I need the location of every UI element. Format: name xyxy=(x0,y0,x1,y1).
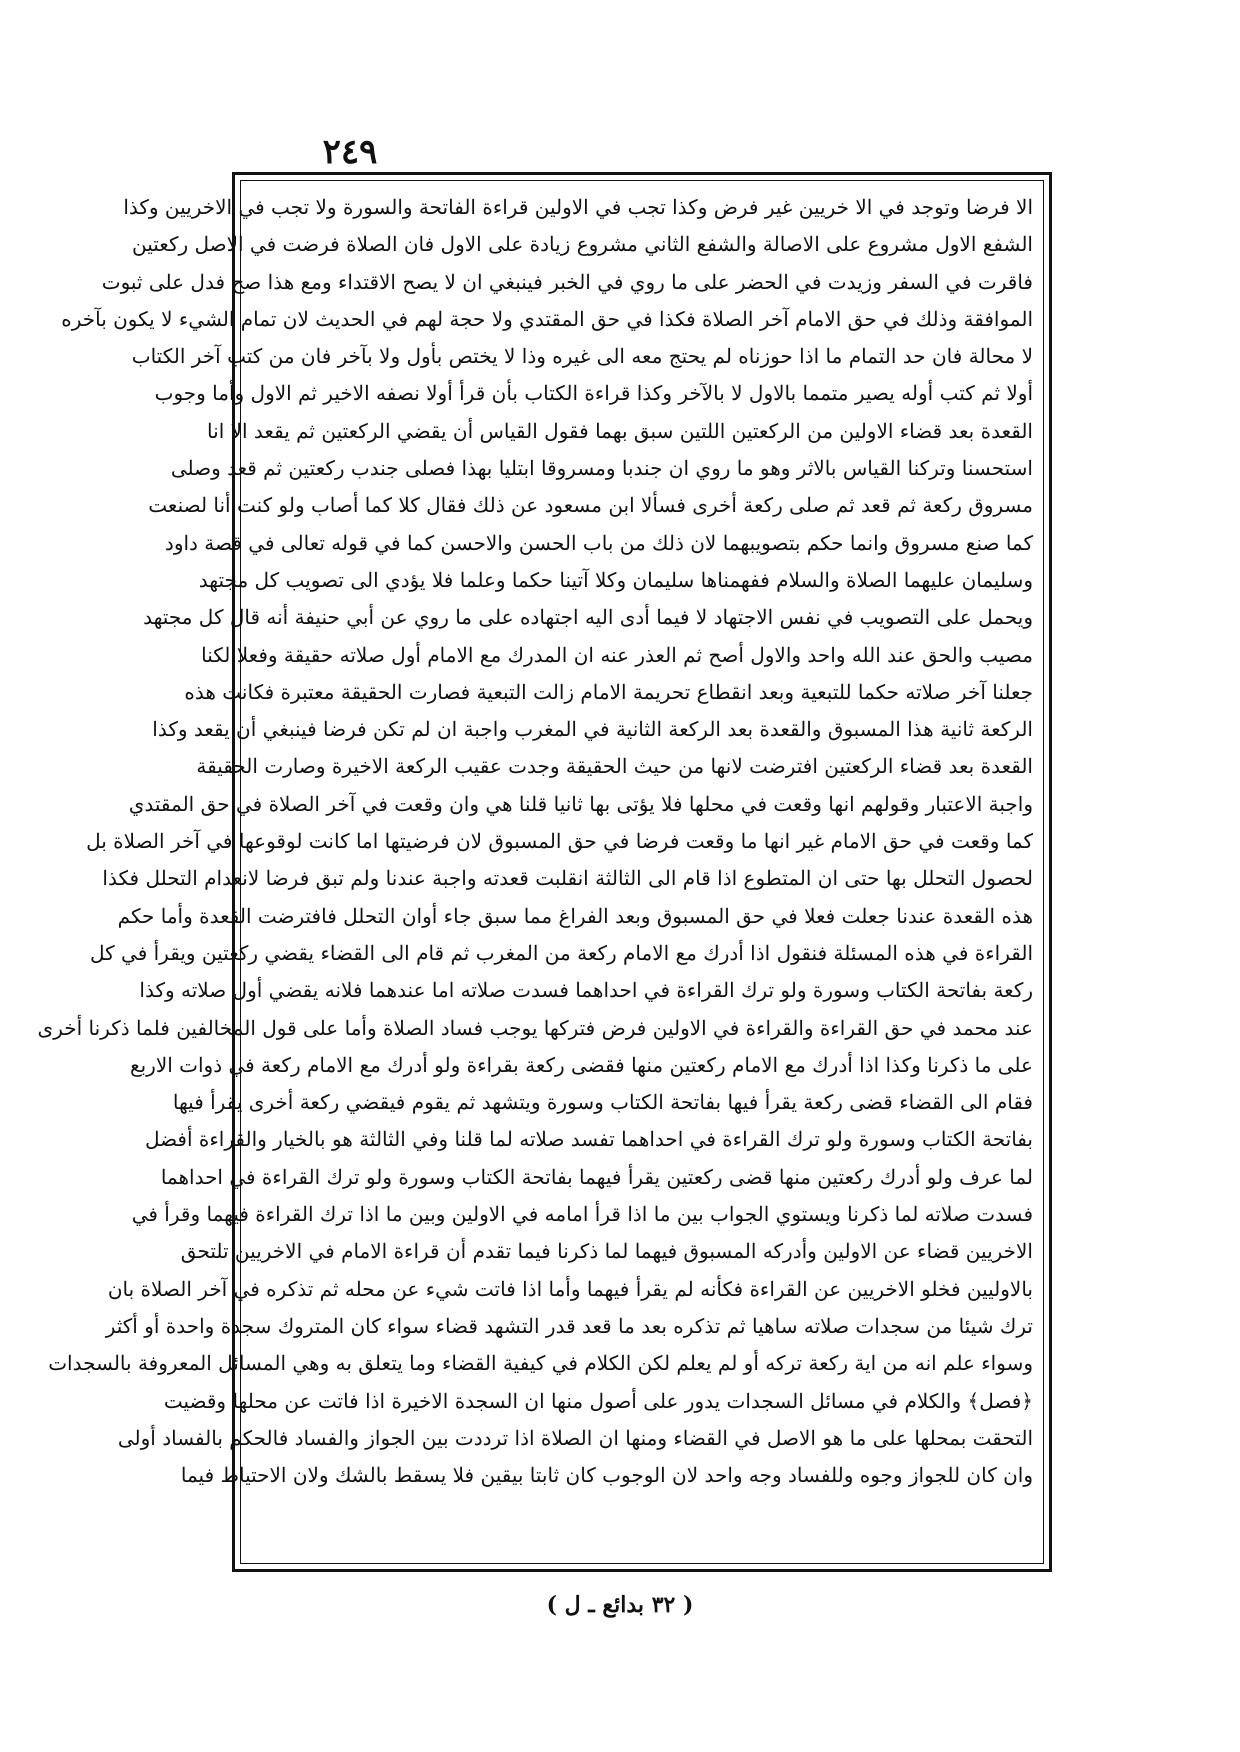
text-line: كما وقعت في حق الامام غير انها ما وقعت فرضا في حق المسبوق لان فرضيتها اما كانت لوقوعها في آخر الصلاة بل xyxy=(86,829,1033,854)
text-line: لما عرف ولو أدرك ركعتين منها قضى ركعتين يقرأ فيهما بفاتحة الكتاب وسورة ولو ترك القراءة في احداهما xyxy=(160,1164,1033,1189)
text-line: بالاوليين فخلو الاخريين عن القراءة فكأنه لم يقرأ فيهما وأما اذا فاتت شيء عن محله ثم تذكره في آخر الصلاة بان xyxy=(107,1276,1033,1301)
page-number: ٢٤٩ xyxy=(322,132,378,172)
text-line: جعلنا آخر صلاته حكما للتبعية وبعد انقطاع تحريمة الامام زالت التبعية فصارت الحقيقة معتبرة فكانت هذه xyxy=(184,679,1033,704)
text-line: القعدة بعد قضاء الركعتين افترضت لانها من حيث الحقيقة وجدت عقيب الركعة الاخيرة وصارت الحقيقة xyxy=(196,754,1033,779)
text-line: وسليمان عليهما الصلاة والسلام ففهمناها سليمان وكلا آتينا حكما وعلما فلا يؤدي الى تصويب كل مجتهد xyxy=(198,567,1033,592)
text-line: بفاتحة الكتاب وسورة ولو ترك القراءة في احداهما تفسد صلاته لما قلنا وفي الثالثة هو بالخيار والقراءة أفضل xyxy=(144,1127,1033,1152)
text-line: ركعة بفاتحة الكتاب وسورة ولو ترك القراءة في احداهما فسدت صلاته اما عندهما فلانه يقضي أول صلاته وكذا xyxy=(139,978,1033,1003)
text-line: ترك شيئا من سجدات صلاته ساهيا ثم تذكره بعد ما قعد قدر التشهد قضاء سواء كان المتروك سجدة واحدة أو أكثر xyxy=(105,1313,1033,1338)
text-line: مصيب والحق عند الله واحد والاول أصح ثم العذر عنه ان المدرك مع الامام أول صلاته حقيقة وفعلا لكنا xyxy=(201,642,1033,667)
text-line: على ما ذكرنا وكذا اذا أدرك مع الامام ركعتين منها فقضى ركعة بقراءة ولو أدرك مع الامام ركعة في ذوات الاربع xyxy=(129,1052,1033,1077)
text-line: لحصول التحلل بها حتى ان المتطوع اذا قام الى الثالثة انقلبت قعدته واجبة عندنا ولم تبق فرضا لانعدام التحلل فكذا xyxy=(102,866,1033,891)
text-line: ﴿فصل﴾ والكلام في مسائل السجدات يدور على أصول منها ان السجدة الاخيرة اذا فاتت عن محلها وقضيت xyxy=(163,1388,1033,1413)
text-line: الا فرضا وتوجد في الا خريين غير فرض وكذا تجب في الاولين قراءة الفاتحة والسورة ولا تجب في الاخريين وكذا xyxy=(123,195,1033,219)
text-line: مسروق ركعة ثم قعد ثم صلى ركعة أخرى فسألا ابن مسعود عن ذلك فقال كلا كما أصاب ولو كنت أنا لصنعت xyxy=(148,493,1033,518)
text-line: وان كان للجواز وجوه وللفساد وجه واحد لان الوجوب كان ثابتا بيقين فلا يسقط بالشك ولان الاحتياط فيما xyxy=(180,1463,1033,1488)
text-line: ويحمل على التصويب في نفس الاجتهاد لا فيما أدى اليه اجتهاده على ما روي عن أبي حنيفة أنه قال كل مجتهد xyxy=(143,605,1033,630)
text-line: التحقت بمحلها على ما هو الاصل في القضاء ومنها ان الصلاة اذا ترددت بين الجواز والفساد فالحكم بالفساد أولى xyxy=(117,1425,1033,1450)
text-line: واجبة الاعتبار وقولهم انها وقعت في محلها فلا يؤتى بها ثانيا قلنا هي وان وقعت في آخر الصلاة في حق المقتدي xyxy=(128,791,1033,816)
text-line: هذه القعدة عندنا جعلت فعلا في حق المسبوق وبعد الفراغ مما سبق جاء أوان التحلل فافترضت القعدة وأما حكم xyxy=(117,903,1033,928)
text-line: أولا ثم كتب أوله يصير متمما بالاول لا بالآخر وكذا قراءة الكتاب بأن قرأ أولا نصفه الاخير ثم الاول وأما وجوب xyxy=(154,381,1033,406)
text-line: الركعة ثانية هذا المسبوق والقعدة بعد الركعة الثانية في المغرب واجبة ان لم تكن فرضا فينبغي أن يقعد وكذا xyxy=(152,717,1033,742)
text-body xyxy=(37,180,1044,1564)
text-line: كما صنع مسروق وانما حكم بتصويبهما لان ذلك من باب الحسن والاحسن كما في قوله تعالى في قصة داود xyxy=(164,530,1033,555)
text-line: عند محمد في حق القراءة والقراءة في الاولين فرض فتركها يوجب فساد الصلاة وأما على قول المخالفين فلما ذكرنا أخرى xyxy=(37,1015,1033,1040)
text-line: الشفع الاول مشروع على الاصالة والشفع الثاني مشروع زيادة على الاول فان الصلاة فرضت في الاصل ركعتين xyxy=(132,232,1033,257)
text-line: القراءة في هذه المسئلة فنقول اذا أدرك مع الامام ركعة من المغرب ثم قام الى القضاء يقضي ركعتين ويقرأ في كل xyxy=(90,940,1033,965)
text-line: الاخريين قضاء عن الاولين وأدركه المسبوق فيهما لما ذكرنا فيما تقدم أن قراءة الامام في الاخريين تلتحق xyxy=(180,1239,1033,1264)
text-line: استحسنا وتركنا القياس بالاثر وهو ما روي ان جندبا ومسروقا ابتليا بهذا فصلى جندب ركعتين ثم قعد وصلى xyxy=(170,456,1033,481)
text-line: فاقرت في السفر وزيدت في الحضر على ما روي في الخبر فينبغي ان لا يصح الاقتداء ومع هذا صح فدل على ثبوت xyxy=(101,269,1033,294)
text-line: الموافقة وذلك في حق الامام آخر الصلاة فكذا في حق المقتدي ولا حجة لهم في الحديث لان تمام الشيء لا يكون بآخره xyxy=(61,306,1033,331)
signature-mark: ( ٣٢ بدائع ـ ل ) xyxy=(546,1592,694,1618)
text-line: فقام الى القضاء قضى ركعة يقرأ فيها بفاتحة الكتاب وسورة ويتشهد ثم يقوم فيقضي ركعة أخرى يقرأ فيها xyxy=(172,1090,1033,1115)
text-line: القعدة بعد قضاء الاولين من الركعتين اللتين سبق بهما فقول القياس أن يقضي الركعتين ثم يقعد الا انا xyxy=(207,418,1033,443)
text-line: لا محالة فان حد التمام ما اذا حوزناه لم يحتج معه الى غيره وذا لا يختص بأول ولا بآخر فان من كتب آخر الكتاب xyxy=(131,344,1033,369)
text-line: وسواء علم انه من اية ركعة تركه أو لم يعلم لكن الكلام في كيفية القضاء وما يتعلق به وهي المسائل المعروفة بالسجدات xyxy=(48,1351,1033,1376)
text-line: فسدت صلاته لما ذكرنا ويستوي الجواب بين ما اذا قرأ امامه في الاولين وبين ما اذا ترك القراءة فيهما وقرأ في xyxy=(131,1202,1033,1227)
text-frame xyxy=(37,172,1052,1572)
